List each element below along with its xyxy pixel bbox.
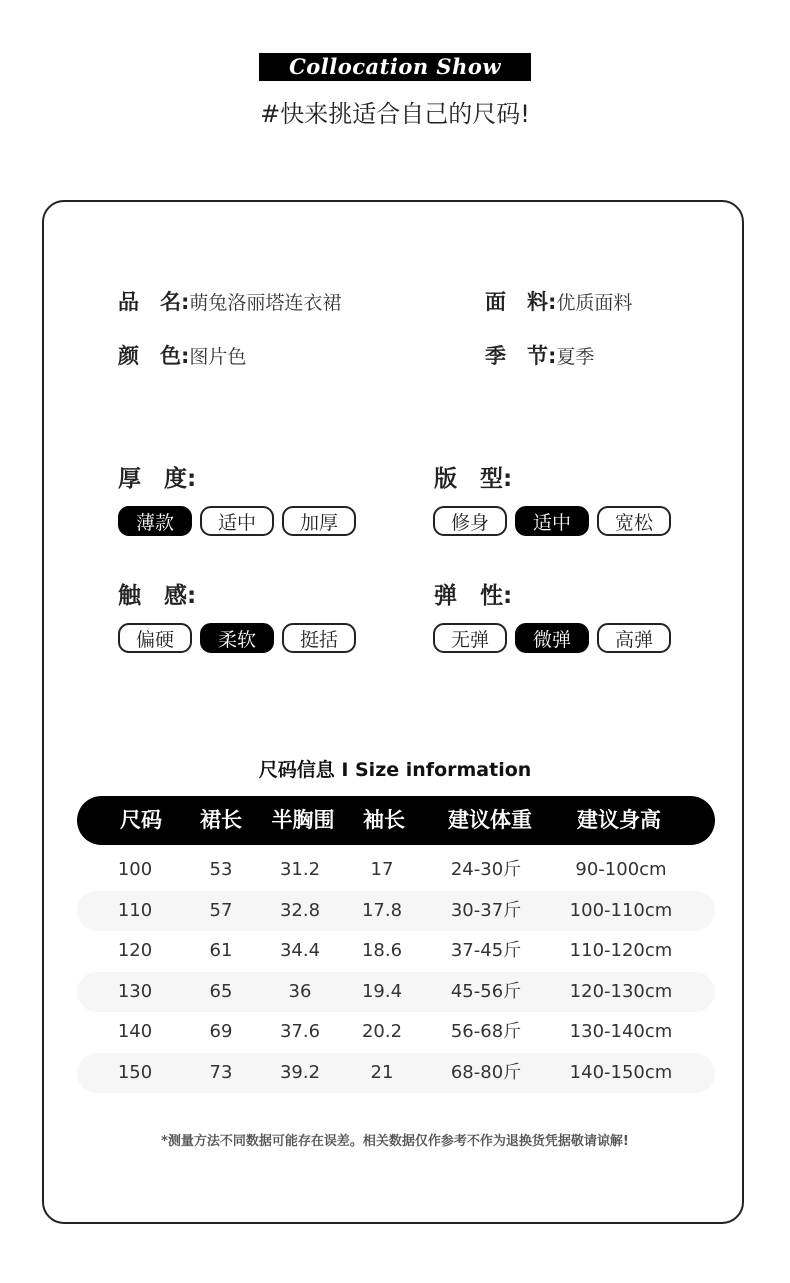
info-label: 季 节: (485, 344, 557, 368)
table-cell: 73 (209, 1061, 233, 1083)
info-value: 萌兔洛丽塔连衣裙 (189, 292, 342, 314)
info-label: 面 料: (485, 290, 557, 314)
table-cell: 130-140cm (569, 1021, 673, 1042)
table-row (77, 850, 715, 890)
option-pill[interactable]: 适中 (200, 506, 274, 536)
attr-fit-options (433, 506, 671, 536)
info-fabric (485, 286, 632, 316)
table-cell: 37-45斤 (450, 940, 522, 961)
table-cell: 24-30斤 (450, 859, 522, 880)
table-cell: 37.6 (279, 1021, 321, 1042)
table-row (77, 1012, 715, 1052)
table-cell: 110 (117, 899, 153, 921)
table-cell: 17.8 (361, 899, 403, 921)
attr-touch-options (118, 623, 356, 653)
attr-thickness-title: 厚 度: (118, 466, 197, 492)
info-color (118, 340, 246, 370)
table-cell: 32.8 (279, 899, 321, 921)
table-row (77, 891, 715, 931)
option-pill[interactable]: 宽松 (597, 506, 671, 536)
table-cell: 130 (117, 980, 153, 1002)
table-cell: 100-110cm (569, 899, 673, 921)
collocation-banner: Collocation Show (259, 53, 531, 81)
table-cell: 53 (209, 859, 233, 880)
table-cell: 69 (209, 1021, 233, 1042)
size-table-title: 尺码信息 I Size information (258, 759, 532, 781)
header-cell: 袖长 (363, 808, 405, 832)
attr-touch-title: 触 感: (118, 583, 197, 609)
option-pill[interactable]: 挺括 (282, 623, 356, 653)
table-cell: 140 (117, 1021, 153, 1042)
table-row (77, 1053, 715, 1093)
attr-fit-title: 版 型: (434, 466, 513, 492)
size-table-header (77, 796, 715, 845)
table-cell: 20.2 (361, 1021, 403, 1042)
attr-elasticity-title: 弹 性: (434, 583, 513, 609)
header-cell: 裙长 (200, 808, 242, 832)
info-value: 图片色 (189, 346, 247, 368)
option-pill[interactable]: 修身 (433, 506, 507, 536)
page-subtitle: #快来挑适合自己的尺码! (260, 100, 530, 128)
footnote: *测量方法不同数据可能存在误差。相关数据仅作参考不作为退换货凭据敬请谅解! (161, 1134, 629, 1149)
table-cell: 30-37斤 (450, 899, 522, 921)
info-label: 颜 色: (118, 344, 190, 368)
header-cell: 建议身高 (577, 808, 661, 832)
table-cell: 90-100cm (575, 859, 667, 880)
table-row (77, 931, 715, 971)
table-row (77, 972, 715, 1012)
table-cell: 17 (370, 859, 394, 880)
header-cell: 尺码 (120, 808, 162, 832)
table-cell: 56-68斤 (450, 1021, 522, 1042)
table-cell: 34.4 (279, 940, 321, 961)
option-pill[interactable]: 偏硬 (118, 623, 192, 653)
table-cell: 21 (370, 1061, 394, 1083)
header-cell: 半胸围 (271, 808, 335, 832)
table-cell: 150 (117, 1061, 153, 1083)
info-value: 夏季 (556, 346, 595, 368)
table-cell: 65 (209, 980, 233, 1002)
table-cell: 120-130cm (569, 980, 673, 1002)
table-cell: 68-80斤 (450, 1061, 522, 1083)
table-cell: 57 (209, 899, 233, 921)
table-cell: 140-150cm (569, 1061, 673, 1083)
option-pill[interactable]: 微弹 (515, 623, 589, 653)
option-pill[interactable]: 加厚 (282, 506, 356, 536)
attr-elasticity-options (433, 623, 671, 653)
header-cell: 建议体重 (448, 808, 532, 832)
table-cell: 19.4 (361, 980, 403, 1002)
info-name (118, 286, 341, 316)
table-cell: 120 (117, 940, 153, 961)
table-cell: 45-56斤 (450, 980, 522, 1002)
info-value: 优质面料 (556, 292, 633, 314)
table-cell: 18.6 (361, 940, 403, 961)
table-cell: 110-120cm (569, 940, 673, 961)
table-cell: 100 (117, 859, 153, 880)
option-pill[interactable]: 柔软 (200, 623, 274, 653)
option-pill[interactable]: 无弹 (433, 623, 507, 653)
table-cell: 39.2 (279, 1061, 321, 1083)
table-cell: 31.2 (279, 859, 321, 880)
option-pill[interactable]: 适中 (515, 506, 589, 536)
table-cell: 36 (288, 980, 312, 1002)
table-cell: 61 (209, 940, 233, 961)
attr-thickness-options (118, 506, 356, 536)
option-pill[interactable]: 薄款 (118, 506, 192, 536)
info-season (485, 340, 594, 370)
info-label: 品 名: (118, 290, 190, 314)
option-pill[interactable]: 高弹 (597, 623, 671, 653)
